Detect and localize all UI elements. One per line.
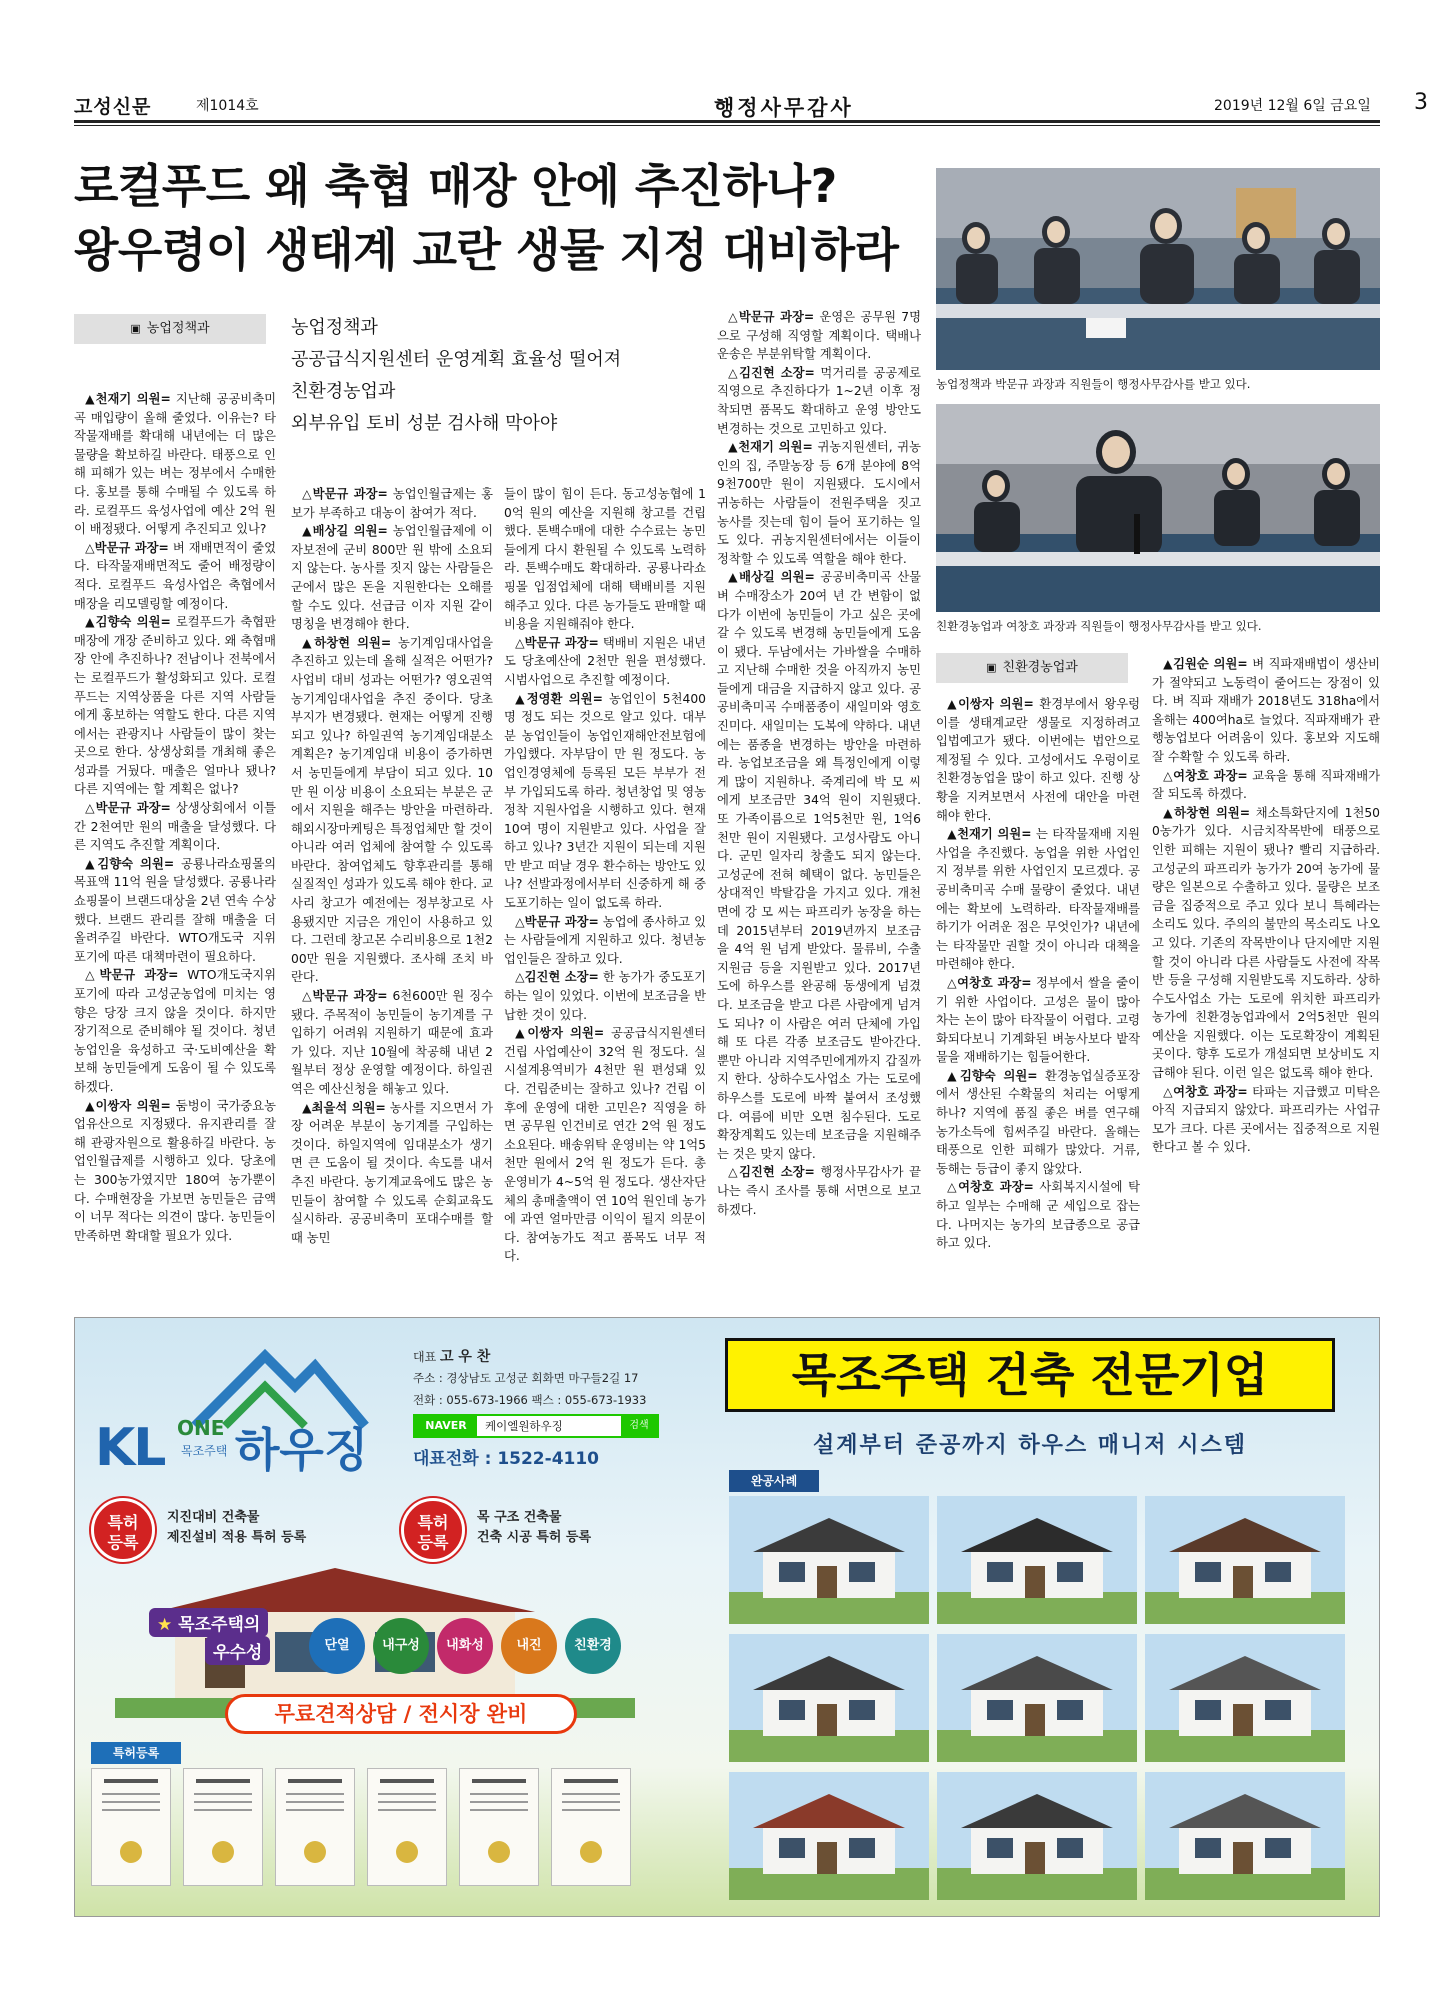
speaker: △김진현 소장=: [515, 970, 599, 985]
issue-date: 2019년 12월 6일 금요일: [1214, 98, 1371, 114]
speaker: ▲배상길 의원=: [302, 524, 388, 539]
rep-label: 대표: [413, 1350, 437, 1364]
paragraph-text: 채소특화단지에 1천500농가가 있다. 시금치작목반에 태풍으로 인한 피해는 지원이 됐나? 빨리 지급하라. 고성군의 파프리카 농가가 20여 농가에 물량은 일본으로 수출하고 있다. 물량은 보조금을 집중적으로 주고 있다 보니 특혜라는 소리도 있다. 주의의 불만의 목소리도 나오고 있다. 기존의 작목반이나 단지에만 지원할 것이 아니라 다른 사람들도 사전에 작목반 등을 구성해 지원받도록 지도하라. 상하수도사업소 가는 도로에 위치한 파프리카 농가에 친환경농업과에서 2억5천만 원의 예산을 지원했다. 이는 도로확장이 계획된 곳이다. 향후 도로가 개설되면 보상비도 지급해야 된다. 이런 일은 없도록 해야 한다.: [1152, 805, 1380, 1081]
masthead: [74, 90, 1428, 120]
article-column-1: [74, 390, 276, 1310]
paragraph-text: 둠벙이 국가중요농업유산으로 지정됐다. 유지관리를 잘해 관광자원으로 활용하길 바란다. 농업인월급제를 시행하고 있다. 당초에는 300농가였지만 180여 농가뿐이다. 수매현장을 가보면 농민들은 금액이 너무 적다는 의견이 많다. 농민들이 만족하면 확대할 필요가 있다.: [74, 1098, 276, 1243]
completed-house-photo: [937, 1634, 1137, 1762]
merit-title: [149, 1608, 268, 1637]
paragraph-text: 공공급식지원센터 건립 사업예산이 32억 원 정도다. 실시설계용역비가 4천만 원 편성돼 있다. 건립준비는 잘하고 있나? 건립 이후에 운영에 대한 고민은? 직영을 하면 공무원 인건비로 연간 2억 원 정도 소요된다. 배송위탁 운영비는 약 1억5천만 원에서 2억 원 정도가 든다. 총 운영비가 4~5억 원 정도다. 생산자단체의 총매출액이 연 10억 원인데 농가에 과연 얼마만큼 이익이 될지 의문이다. 참여농가도 적고 품목도 너무 적다.: [504, 1026, 706, 1264]
speaker: △김진현 소장=: [728, 365, 815, 380]
paragraph: [291, 634, 493, 987]
merit-title-2: 우수성: [205, 1636, 270, 1665]
star-icon: ★: [157, 1615, 173, 1635]
speaker: ▲이쌍자 의원=: [515, 1026, 605, 1041]
paragraph: [936, 1067, 1140, 1179]
speaker: △박문규 과장=: [302, 989, 388, 1004]
paragraph-text: 사회복지시설에 탁하고 일부는 수매해 군 세입으로 잡는다. 나머지는 농가의 보급종으로 공급하고 있다.: [936, 1180, 1140, 1251]
speaker: ▲하창현 의원=: [302, 635, 392, 650]
paragraph: [936, 1178, 1140, 1252]
speaker: △여창호 과장=: [947, 1180, 1034, 1195]
paragraph-text: 공룡나라쇼핑몰의 목표액 11억 원을 달성했다. 공룡나라쇼핑몰이 브랜드대상을 2년 연속 수상했다. 브랜드 관리를 잘해 매출을 더 올려주길 바란다. WTO개도국 지위 포기에 따른 대책마련이 필요하다.: [74, 856, 276, 964]
paragraph: [74, 799, 276, 855]
section-title: 행정사무감사: [714, 95, 854, 120]
speaker: △여창호 과장=: [947, 975, 1032, 990]
paragraph-text: 농업인월급제는 홍보가 부족하고 대농이 참여가 적다.: [291, 487, 493, 520]
speaker: △여창호 과장=: [1163, 768, 1248, 783]
paragraph: [717, 308, 921, 364]
speaker: △김진현 소장=: [728, 1165, 815, 1180]
paragraph: [1152, 804, 1380, 1083]
paragraph-text: 먹거리를 공공제로 직영으로 추진하다가 1~2년 이후 정착되면 품목도 확대하고 운영 방안도 변경하는 것으로 고민하고 있다.: [717, 365, 921, 436]
patent-badge-2: [401, 1498, 465, 1562]
paragraph-text: 택배비 지원은 내년도 당초예산에 2천만 원을 편성했다. 시범사업으로 추진할 예정이다.: [504, 635, 706, 687]
speaker: △박문규 과장=: [515, 914, 599, 929]
patent-line: 제진설비 적용 특허 등록: [167, 1530, 307, 1545]
speaker: ▲천재기 의원=: [728, 440, 813, 455]
paper-name: 고성신문: [74, 96, 152, 118]
speaker: △박문규 과장=: [302, 487, 388, 501]
paragraph-text: 6천600만 원 징수됐다. 주목적이 농민들이 농기계를 구입하기 어려워 지원하기 때문에 효과가 있다. 지난 10월에 착공해 내년 2월부터 정상 운영할 예정이다. 하일권역은 예산신청을 해놓고 있다.: [291, 989, 493, 1096]
paragraph: [504, 1024, 706, 1266]
speaker: ▲천재기 의원=: [947, 827, 1032, 842]
subhead: 외부유입 토비 성분 검사해 막아야: [291, 413, 558, 434]
paragraph: [74, 390, 276, 539]
completed-house-photo: [1145, 1496, 1345, 1624]
merit-pill: 내화성: [437, 1618, 493, 1674]
completed-house-photo: [729, 1496, 929, 1624]
patent-badge-text: 특허: [107, 1513, 139, 1532]
patent-reg-label: 특허등록: [91, 1742, 181, 1764]
paragraph: [74, 855, 276, 967]
paragraph: [717, 438, 921, 568]
paragraph-text: 한 농가가 중도포기하는 일이 있었다. 이번에 보조금을 반납한 것이 있다.: [504, 970, 706, 1022]
paragraph: [1152, 1083, 1380, 1157]
paragraph: [936, 974, 1140, 1067]
completed-gallery: [729, 1496, 1349, 1906]
speaker: ▲배상길 의원=: [728, 570, 815, 585]
paragraph-text: 정부에서 쌀을 줄이기 위한 사업이다. 고성은 물이 많아 차는 논이 많아 타작물이 어렵다. 고령화되다보니 기계화된 벼농사보다 밭작물을 재배하기는 힘들어한다.: [936, 975, 1140, 1065]
completed-label: 완공사례: [729, 1470, 819, 1492]
masthead-rule: [74, 120, 1380, 123]
paragraph: [504, 968, 706, 1024]
paragraph: [504, 690, 706, 913]
patent-2-text: [477, 1508, 591, 1548]
speaker: ▲최을석 의원=: [302, 1100, 386, 1115]
completed-house-photo: [729, 1772, 929, 1900]
paragraph-text: 환경농업실증포장에서 생산된 수확물의 처리는 어떻게 하나? 지역에 품질 좋은 벼를 연구해 농가소득에 힘써주길 바란다. 올해는 태풍으로 인한 피해가 많았다. 거류, 동해는 등급이 좋지 않았다.: [936, 1068, 1140, 1176]
speaker: △박문규 과장=: [515, 635, 599, 650]
naver-query: 케이엘원하우징: [485, 1419, 563, 1433]
paragraph-text: 농업인월급제에 이자보전에 군비 800만 원 밖에 소요되지 않는다. 농사를 짓지 않는 사람들은 군에서 많은 돈을 지원한다는 오해를 할 수도 있다. 선급금 이자 지원 같이 명칭을 변경해야 한다.: [291, 524, 493, 632]
paragraph: [74, 613, 276, 799]
photo-eco-agri: [936, 404, 1380, 612]
section-label-eco-agri: [936, 653, 1128, 683]
speaker: △박문규 과장=: [85, 540, 169, 555]
paragraph: [1152, 655, 1380, 767]
article-column-5: [936, 695, 1140, 1310]
paragraph: [936, 825, 1140, 974]
speaker: △박문규 과장=: [85, 801, 171, 816]
patent-line: 지진대비 건축물: [167, 1510, 260, 1525]
paragraph-text: 공공비축미곡 산물벼 수매장소가 20여 년 간 변함이 없다가 이번에 농민들이 가고 싶은 곳에 갈 수 있도록 변경해 농민들에게 도움이 됐다. 두남에서는 가바쌀을 수매하고 지난해 수매한 것을 아직까지 농민들에게 대금을 지급하지 않고 있다. 공공비축미곡 수매품종이 새일미와 영호진미다. 새일미는 도복에 약하다. 내년에는 품종을 변경하는 방안을 마련하라. 농업보조금을 왜 특정인에게 이렇게 많이 지원하나. 죽계리에 박 모 씨에게 보조금만 34억 원이 지원됐다. 또 가족이름으로 1억5천만 원, 1억6천만 원이 지원됐다. 고성사람도 아니다. 군민 일자리 창출도 되지 않는다. 고성군에 전혀 혜택이 없다. 농민들은 상대적인 박탈감을 가지고 있다. 개천면에 강 모 씨는 파프리카 농장을 하는데 2015년부터 2019년까지 보조금을 4억 원 넘게 받았다. 물류비, 수출지원금 등을 지원받고 있다. 2017년도에 하우스를 완공해 동생에게 넘겼다. 보조금을 받고 다른 사람에게 넘겨도 되나? 이 사람은 여러 단체에 가입해 또 다른 각종 보조금도 받아간다. 뿐만 아니라 지역주민에게까지 갑질까지 한다. 상하수도사업소 가는 도로에 하우스를 도로에 바짝 붙여서 조성했다. 여름에 비만 오면 침수된다. 도로확장계획도 있는데 보조금을 지원해주는 것은 맞지 않다.: [717, 570, 921, 1161]
section-label-text: 친환경농업과: [1002, 660, 1078, 675]
paragraph-text: 지난해 공공비축미곡 매입량이 올해 줄었다. 이유는? 타작물재배를 확대해 내년에는 더 많은 물량을 확보하길 바란다. 태풍으로 인해 피해가 있는 벼는 정부에서 수매한다. 홍보를 통해 수매될 수 있도록 하라. 로컬푸드 육성사업에 예산 2억 원이 배정됐다. 어떻게 추진되고 있나?: [74, 392, 276, 537]
paragraph: [717, 364, 921, 438]
ad-headline: 목조주택 건축 전문기업: [725, 1338, 1335, 1412]
paragraph: [504, 634, 706, 690]
patent-line: 목 구조 건축물: [477, 1510, 562, 1525]
completed-house-photo: [937, 1772, 1137, 1900]
patent-badge-text: 특허: [417, 1513, 449, 1532]
section-label-agri-policy: [74, 314, 266, 344]
square-icon: ▣: [130, 322, 141, 335]
paragraph: [504, 913, 706, 969]
paragraph: [291, 485, 493, 522]
paragraph-text: WTO개도국지위 포기에 따라 고성군농업에 미치는 영향은 당장 크지 않을 것이다. 하지만 장기적으로 준비해야 될 것이다. 청년농업인을 육성하고 국·도비예산을 확보해 농민들에게 도움이 될 수 있도록 하겠다.: [74, 968, 276, 1094]
certificate-image: [183, 1768, 263, 1886]
paragraph: [1152, 767, 1380, 804]
masthead-rule-thin: [74, 125, 1380, 126]
patent-line: 건축 시공 특허 등록: [477, 1530, 592, 1545]
paragraph-text: 농사를 지으면서 가장 어려운 부분이 농기계를 구입하는 것이다. 하일지역에 임대분소가 생기면 큰 도움이 될 것이다. 속도를 내서 추진 바란다. 농기계교육에도 많은 농민들이 참여할 수 있도록 순회교육도 실시하라. 공공비축미 포대수매를 할 때 농민: [291, 1100, 493, 1245]
speaker: ▲김향숙 의원=: [947, 1068, 1038, 1083]
issue-number: 제1014호: [196, 98, 259, 114]
paragraph-text: 운영은 공무원 7명으로 구성해 직영할 계획이다. 택배나 운송은 부분위탁할 계획이다.: [717, 310, 921, 362]
naver-logo: NAVER: [415, 1416, 477, 1436]
photo-caption-2: 친환경농업과 여창호 과장과 직원들이 행정사무감사를 받고 있다.: [936, 619, 1262, 633]
ad-rep: [413, 1346, 490, 1366]
section-label-text: 농업정책과: [146, 321, 210, 336]
logo-sub: 목조주택: [181, 1444, 228, 1458]
paragraph: [291, 522, 493, 634]
paragraph: [291, 1099, 493, 1248]
speaker: ▲이쌍자 의원=: [947, 697, 1034, 711]
speaker: ▲김원순 의원=: [1163, 657, 1248, 671]
paragraph-text: 들이 많이 힘이 든다. 동고성농협에 10억 원의 예산을 지원해 창고를 건립했다. 톤백수매에 대한 수수료는 농민들에게 다시 환원될 수 있도록 노력하라. 톤백수매도 확대하라. 공룡나라쇼핑몰 입점업체에 대해 택배비를 지원해주고 있다. 다른 농가들도 판매할 때 비용을 지원해줘야 한다.: [504, 487, 706, 632]
certificate-strip: [91, 1768, 651, 1898]
photo-agri-policy: [936, 168, 1380, 370]
paragraph-text: 타파는 지급했고 미탁은 아직 지급되지 않았다. 파프리카는 사업규모가 크다. 다른 곳에서는 집중적으로 지원한다고 볼 수 있다.: [1152, 1084, 1380, 1155]
rep-name: 고 우 찬: [440, 1349, 491, 1365]
merit-pill: 단열: [309, 1618, 365, 1674]
paragraph-text: 귀농지원센터, 귀농인의 집, 주말농장 등 6개 분야에 8억9천700만 원이 지원됐다. 도시에서 귀농하는 사람들이 전원주택을 짓고 농사를 짓는데 힘이 들어 포기하는 일도 있다. 귀농지원센터에서는 이들이 정착할 수 있도록 역할을 해야 한다.: [717, 440, 921, 566]
patent-badge-text: 등록: [107, 1533, 139, 1552]
merit-pill: 친환경: [565, 1618, 621, 1674]
paragraph: [717, 568, 921, 1163]
paragraph: [504, 485, 706, 634]
paragraph: [74, 539, 276, 613]
paragraph-text: 교육을 통해 직파재배가 잘 되도록 하겠다.: [1152, 768, 1380, 802]
ad-address: 주소 : 경상남도 고성군 회화면 마구들2길 17: [413, 1371, 639, 1385]
completed-house-photo: [937, 1496, 1137, 1624]
paragraph: [936, 695, 1140, 825]
search-button[interactable]: 검색: [621, 1416, 657, 1436]
speaker: ▲이쌍자 의원=: [85, 1098, 171, 1113]
subhead: 친환경농업과: [291, 381, 396, 402]
completed-house-photo: [729, 1634, 929, 1762]
speaker: ▲김향숙 의원=: [85, 615, 171, 630]
certificate-image: [91, 1768, 171, 1886]
paragraph: [291, 987, 493, 1099]
completed-house-photo: [1145, 1772, 1345, 1900]
paragraph-text: 는 타작물재배 지원사업을 추진했다. 농업을 위한 사업인지 정부를 위한 사업인지 모르겠다. 공공비축미곡 수매 물량이 줄었다. 내년에는 확보에 노력하라. 타작물재배를 하기가 어려운 점은 무엇인가? 내년에는 타작물만 권할 것이 아니라 대책을 마련해야 한다.: [936, 827, 1140, 972]
certificate-image: [367, 1768, 447, 1886]
certificate-image: [459, 1768, 539, 1886]
patent-badge-1: [91, 1498, 155, 1562]
speaker: △박문규 과장=: [728, 310, 815, 324]
speaker: △여창호 과장=: [1163, 1084, 1248, 1099]
merit-title-text: 목조주택의: [178, 1615, 261, 1635]
paragraph-text: 상생상회에서 이틀 간 2천여만 원의 매출을 달성했다. 다른 지역도 추진할 계획이다.: [74, 801, 276, 853]
ad-subline: 설계부터 준공까지 하우스 매니저 시스템: [813, 1433, 1247, 1458]
patent-badge-text: 등록: [417, 1533, 449, 1552]
article-column-4: [717, 308, 921, 1310]
photo-caption-1: 농업정책과 박문규 과장과 직원들이 행정사무감사를 받고 있다.: [936, 377, 1251, 391]
patent-1-text: [167, 1508, 306, 1548]
merit-pill: 내진: [501, 1618, 557, 1674]
certificate-image: [275, 1768, 355, 1886]
article-column-6: [1152, 655, 1380, 1310]
logo-housing: 하우징: [235, 1423, 369, 1477]
logo-kl: KL: [95, 1418, 165, 1478]
speaker: ▲하창현 의원=: [1163, 805, 1251, 820]
speaker: ▲정영환 의원=: [515, 691, 603, 706]
paragraph-text: 행정사무감사가 끝나는 즉시 조사를 통해 서면으로 보고 하겠다.: [717, 1165, 921, 1217]
article-column-3: [504, 485, 706, 1310]
ad-phone-fax: 전화 : 055-673-1966 팩스 : 055-673-1933: [413, 1393, 647, 1407]
speaker: ▲김향숙 의원=: [85, 856, 175, 871]
speaker: ▲천재기 의원=: [85, 392, 171, 406]
free-consult-banner: 무료견적상담 / 전시장 완비: [225, 1694, 577, 1734]
subhead: 농업정책과: [291, 317, 378, 338]
certificate-image: [551, 1768, 631, 1886]
logo-one: ONE: [177, 1416, 225, 1440]
subheads: [291, 312, 731, 440]
advertisement[interactable]: [74, 1317, 1380, 1917]
paragraph-text: 로컬푸드가 축협판매장에 개장 준비하고 있다. 왜 축협매장 안에 추진하나? 전남이나 전북에서는 로컬푸드가 활성화되고 있다. 로컬푸드는 지역상품을 다른 지역 사람들에게 홍보하는 역할도 한다. 다른 지역에서는 관광지나 사람들이 많이 찾는 곳으로 한다. 상생상회를 개최해 좋은 성과를 거뒀다. 매출은 얼마나 됐나? 다른 지역에는 할 계획은 없나?: [74, 615, 276, 797]
paragraph-text: 환경부에서 왕우렁이를 생태계교란 생물로 지정하려고 입법예고가 됐다. 이번에는 법안으로 제정될 수 있다. 고성에서도 우렁이로 친환경농업을 많이 하고 있다. 진행 상황을 지켜보면서 사전에 대안을 마련해야 한다.: [936, 697, 1140, 823]
article-column-2: [291, 485, 493, 1310]
paragraph-text: 농업에 종사하고 있는 사람들에게 지원하고 있다. 청년농업인들은 잘하고 있다.: [504, 914, 706, 966]
merit-pill: 내구성: [373, 1618, 429, 1674]
paragraph-text: 벼 재배면적이 줄었다. 타작물재배면적도 줄어 배정량이 적다. 로컬푸드 육성사업은 축협에서 매장을 리모델링할 예정이다.: [74, 540, 276, 611]
subhead: 공공급식지원센터 운영계획 효율성 떨어져: [291, 349, 622, 370]
headline-line-1: 로컬푸드 왜 축협 매장 안에 추진하나?: [74, 159, 837, 213]
paragraph: [74, 1097, 276, 1246]
paragraph: [74, 966, 276, 1096]
paragraph: [717, 1163, 921, 1219]
main-phone: 대표전화 : 1522-4110: [413, 1449, 600, 1469]
speaker: △박문규 과장=: [85, 968, 179, 983]
paragraph-text: 농기계임대사업을 추진하고 있는데 올해 실적은 어떤가? 사업비 대비 성과는 어떤가? 영오권역 농기계임대사업을 추진 중이다. 당초부지가 변경됐다. 현재는 어떻게 진행되고 있나? 하일권역 농기계임대분소 계획은? 농기계임대 비용이 증가하면서 농민들에게 부담이 되고 있다. 10만 원 이상 비용이 소요되는 부분은 군에서 지원을 해주는 방안을 마련하라. 해외시장마케팅은 특정업체만 할 것이 아니라 여러 업체에 참여할 수 있도록 바란다. 참여업체도 향후관리를 통해 실질적인 성과가 있도록 해야 한다. 교사리 창고가 예전에는 정부창고로 사용됐지만 지금은 개인이 사용하고 있다. 그런데 창고몬 수리비용으로 1천200만 원을 지원했다. 조사해 조치 바란다.: [291, 635, 493, 985]
headline-line-2: 왕우령이 생태계 교란 생물 지정 대비하라: [74, 223, 899, 277]
completed-house-photo: [1145, 1634, 1345, 1762]
page-number: 3: [1414, 90, 1428, 115]
paragraph-text: 벼 직파재배법이 생산비가 절약되고 노동력이 줄어드는 장점이 있다. 벼 직파 재배가 2018년도 318ha에서 올해는 400여ha로 늘었다. 직파재배가 관행농업보다 어려움이 있다. 홍보와 지도해 잘 수확할 수 있도록 하라.: [1152, 657, 1380, 764]
paragraph-text: 농업인이 5천400명 정도 되는 것으로 알고 있다. 대부분 농업인들이 농업인재해안전보험에 가입했다. 자부담이 만 원 정도다. 농업인경영체에 등록된 모든 부부가 전부 가입되도록 하라. 청년창업 및 영농정착 지원사업을 시행하고 있다. 현재 10여 명이 지원받고 있다. 사업을 잘하고 있나? 3년간 지원이 되는데 지원만 받고 떠날 경우 환수하는 방안도 있나? 선발과정에서부터 신중하게 해 중도포기하는 일이 없도록 하라.: [504, 691, 706, 911]
naver-search-box[interactable]: [413, 1414, 659, 1438]
square-icon: ▣: [986, 661, 997, 674]
